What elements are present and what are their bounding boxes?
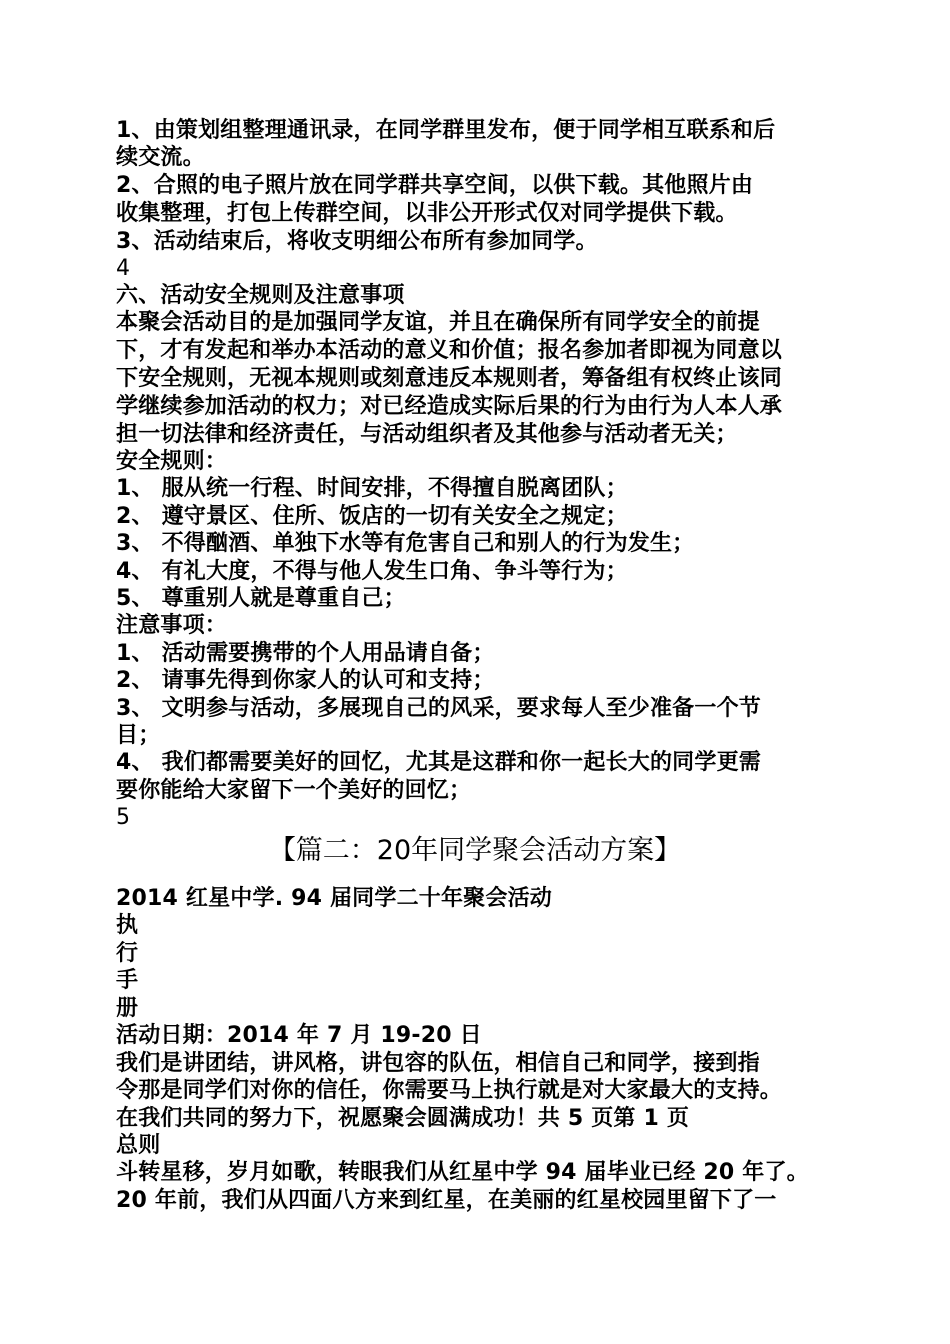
subheading: 注意事项： [116,613,228,638]
list-item: 1、 服从统一行程、时间安排，不得擅自脱离团队； [116,476,628,501]
section-heading: 【篇二：20年同学聚会活动方案】 [268,835,682,866]
text-line: 20 年前，我们从四面八方来到红星，在美丽的红星校园里留下了一 [116,1188,777,1213]
list-item: 3、 文明参与活动，多展现自己的风采，要求每人至少准备一个节 [116,696,761,721]
text-line: 令那是同学们对你的信任，你需要马上执行就是对大家最大的支持。 [116,1078,783,1103]
list-item: 3、 不得酗酒、单独下水等有危害自己和别人的行为发生； [116,531,695,556]
text-line: 续交流。 [116,145,205,170]
subheading: 总则 [116,1133,161,1158]
text-line: 1、由策划组整理通讯录，在同学群里发布，便于同学相互联系和后 [116,118,776,143]
subheading: 安全规则： [116,449,228,474]
text-line: 学继续参加活动的权力；对已经造成实际后果的行为由行为人本人承 [116,394,783,419]
text-line: 下，才有发起和举办本活动的意义和价值；报名参加者即视为同意以 [116,338,783,363]
list-item: 5、 尊重别人就是尊重自己； [116,586,406,611]
page-number: 4 [116,256,131,281]
text-line: 收集整理，打包上传群空间，以非公开形式仅对同学提供下载。 [116,201,738,226]
text-line: 手 [116,968,139,993]
text-line: 本聚会活动目的是加强同学友谊，并且在确保所有同学安全的前提 [116,310,760,335]
text-line: 3、活动结束后，将收支明细公布所有参加同学。 [116,229,598,254]
text-line: 我们是讲团结，讲风格，讲包容的队伍，相信自己和同学，接到指 [116,1051,760,1076]
text-line: 斗转星移，岁月如歌，转眼我们从红星中学 94 届毕业已经 20 年了。 [116,1160,809,1185]
list-item: 2、 请事先得到你家人的认可和支持； [116,668,495,693]
section-title: 六、活动安全规则及注意事项 [116,283,405,308]
document-title: 2014 红星中学. 94 届同学二十年聚会活动 [116,886,552,911]
text-line: 担一切法律和经济责任，与活动组织者及其他参与活动者无关； [116,422,738,447]
text-line: 册 [116,996,139,1021]
text-line: 要你能给大家留下一个美好的回忆； [116,778,472,803]
list-item: 1、 活动需要携带的个人用品请自备； [116,641,495,666]
list-item: 2、 遵守景区、住所、饭店的一切有关安全之规定； [116,504,628,529]
text-line: 下安全规则，无视本规则或刻意违反本规则者，筹备组有权终止该同 [116,366,783,391]
text-line: 在我们共同的努力下，祝愿聚会圆满成功！共 5 页第 1 页 [116,1106,690,1131]
text-line: 执 [116,913,139,938]
text-line: 行 [116,941,139,966]
text-line: 2、合照的电子照片放在同学群共享空间，以供下载。其他照片由 [116,173,754,198]
list-item: 4、 有礼大度，不得与他人发生口角、争斗等行为； [116,559,628,584]
page-number: 5 [116,805,131,830]
text-line: 目； [116,723,161,748]
list-item: 4、 我们都需要美好的回忆，尤其是这群和你一起长大的同学更需 [116,750,761,775]
activity-date: 活动日期：2014 年 7 月 19-20 日 [116,1023,482,1048]
